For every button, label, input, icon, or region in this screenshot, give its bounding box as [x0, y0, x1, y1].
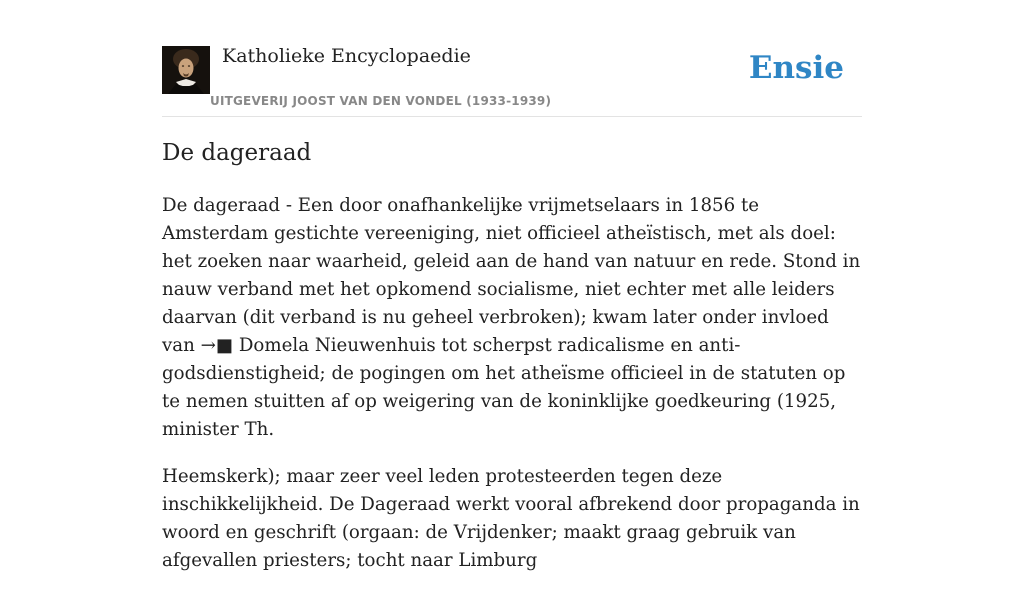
publication-title[interactable]: Katholieke Encyclopaedie [222, 45, 471, 67]
cross-reference-link[interactable]: →■ [200, 335, 234, 356]
portrait-avatar-icon[interactable] [162, 46, 210, 94]
article-paragraph [162, 192, 862, 444]
paragraph-text: De dageraad - Een door onafhankelijke vrijmetselaars in 1856 te Amsterdam gestichte vereeniging, niet officieel atheïstisch, met als doel: het zoeken naar waarheid, geleid aan de hand van natuur en rede. Stond in nauw verband met het opkomend socialisme, niet echter met alle leiders daarvan (dit verband is nu geheel verbroken); kwam later onder invloed van [162, 195, 861, 356]
site-header [162, 0, 862, 117]
publisher-subtitle: UITGEVERIJ JOOST VAN DEN VONDEL (1933-1939) [210, 94, 552, 108]
ensie-logo-link[interactable]: Ensie [748, 50, 844, 86]
article-title: De dageraad [162, 140, 312, 166]
page-container [162, 0, 862, 571]
article-paragraph: Heemskerk); maar zeer veel leden protesteerden tegen deze inschikkelijkheid. De Dageraad werkt vooral afbrekend door propaganda in woord en geschrift (orgaan: de Vrijdenker; maakt graag gebruik van afgevallen priesters; tocht naar Limburg [162, 466, 860, 571]
article-body [162, 192, 862, 594]
paragraph-text: Domela Nieuwenhuis tot scherpst radicalisme en anti-godsdienstigheid; de pogingen om het atheïsme officieel in de statuten op te nemen stuitten af op weigering van de koninklijke goedkeuring (1925, minister Th. [162, 335, 846, 440]
